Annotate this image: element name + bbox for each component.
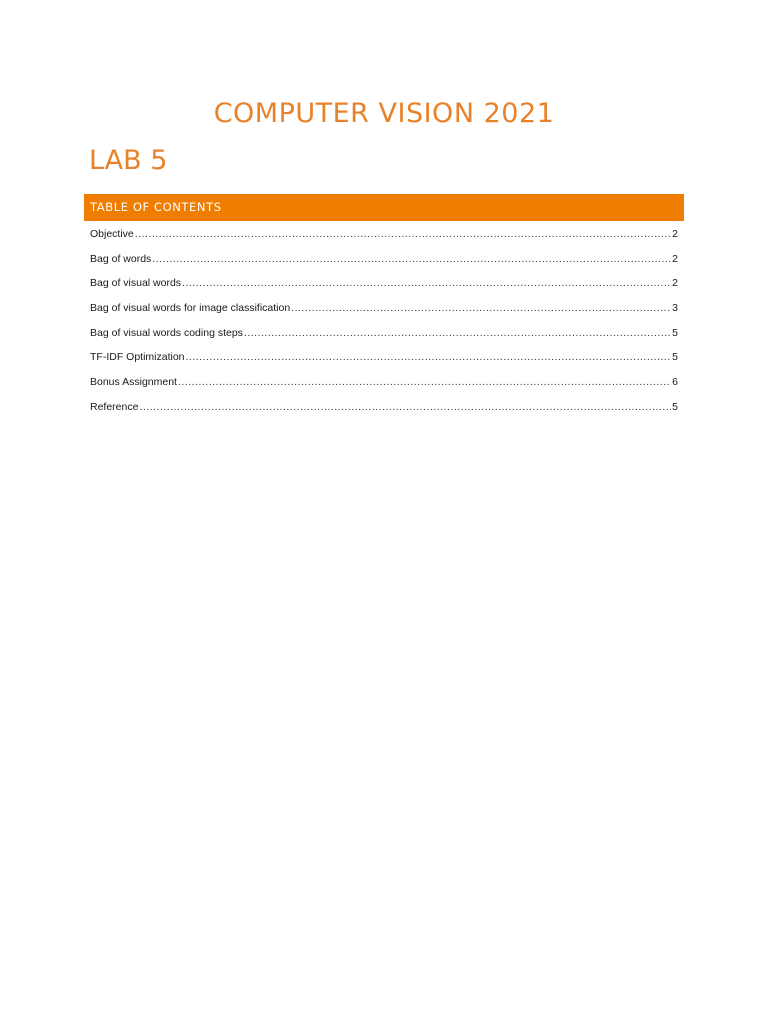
toc-entry-page-number: 2 bbox=[672, 228, 678, 240]
toc-entry-page-number: 5 bbox=[672, 351, 678, 364]
toc-entry-label: Bag of visual words for image classification bbox=[90, 302, 291, 315]
toc-entry-page-number: 2 bbox=[672, 277, 678, 290]
toc-entry-page-number: 5 bbox=[672, 400, 678, 413]
toc-entry-reference[interactable] bbox=[90, 398, 678, 423]
toc-dot-leader bbox=[291, 299, 671, 317]
toc-dot-leader bbox=[135, 225, 671, 243]
table-of-contents bbox=[90, 225, 678, 423]
document-title: COMPUTER VISION 2021 bbox=[213, 98, 555, 129]
toc-dot-leader bbox=[152, 250, 671, 268]
toc-entry-coding-steps[interactable] bbox=[90, 324, 678, 349]
toc-entry-bonus-assignment[interactable] bbox=[90, 373, 678, 398]
toc-entry-label: TF-IDF Optimization bbox=[90, 351, 185, 364]
toc-entry-image-classification[interactable] bbox=[90, 299, 678, 324]
toc-dot-leader bbox=[178, 373, 671, 391]
toc-entry-label: Bag of visual words bbox=[90, 277, 182, 290]
toc-dot-leader bbox=[244, 324, 671, 342]
toc-dot-leader bbox=[182, 274, 671, 292]
toc-entry-page-number: 2 bbox=[672, 252, 678, 265]
toc-entry-label: Objective bbox=[90, 228, 134, 240]
toc-entry-label: Reference bbox=[90, 400, 139, 413]
toc-dot-leader bbox=[139, 398, 671, 416]
toc-entry-label: Bag of visual words coding steps bbox=[90, 326, 243, 339]
toc-entry-bag-of-words[interactable] bbox=[90, 250, 678, 275]
toc-header-label: TABLE OF CONTENTS bbox=[90, 200, 222, 214]
toc-entry-page-number: 3 bbox=[672, 302, 678, 315]
toc-entry-page-number: 6 bbox=[672, 376, 678, 389]
toc-entry-bag-of-visual-words[interactable] bbox=[90, 274, 678, 299]
toc-entry-page-number: 5 bbox=[672, 326, 678, 339]
toc-dot-leader bbox=[186, 348, 672, 366]
toc-header-bar bbox=[84, 194, 684, 221]
toc-entry-tf-idf-optimization[interactable] bbox=[90, 348, 678, 373]
toc-entry-label: Bag of words bbox=[90, 252, 152, 265]
toc-entry-label: Bonus Assignment bbox=[90, 376, 177, 389]
toc-entry-objective[interactable] bbox=[90, 225, 678, 250]
lab-title: LAB 5 bbox=[89, 145, 168, 176]
